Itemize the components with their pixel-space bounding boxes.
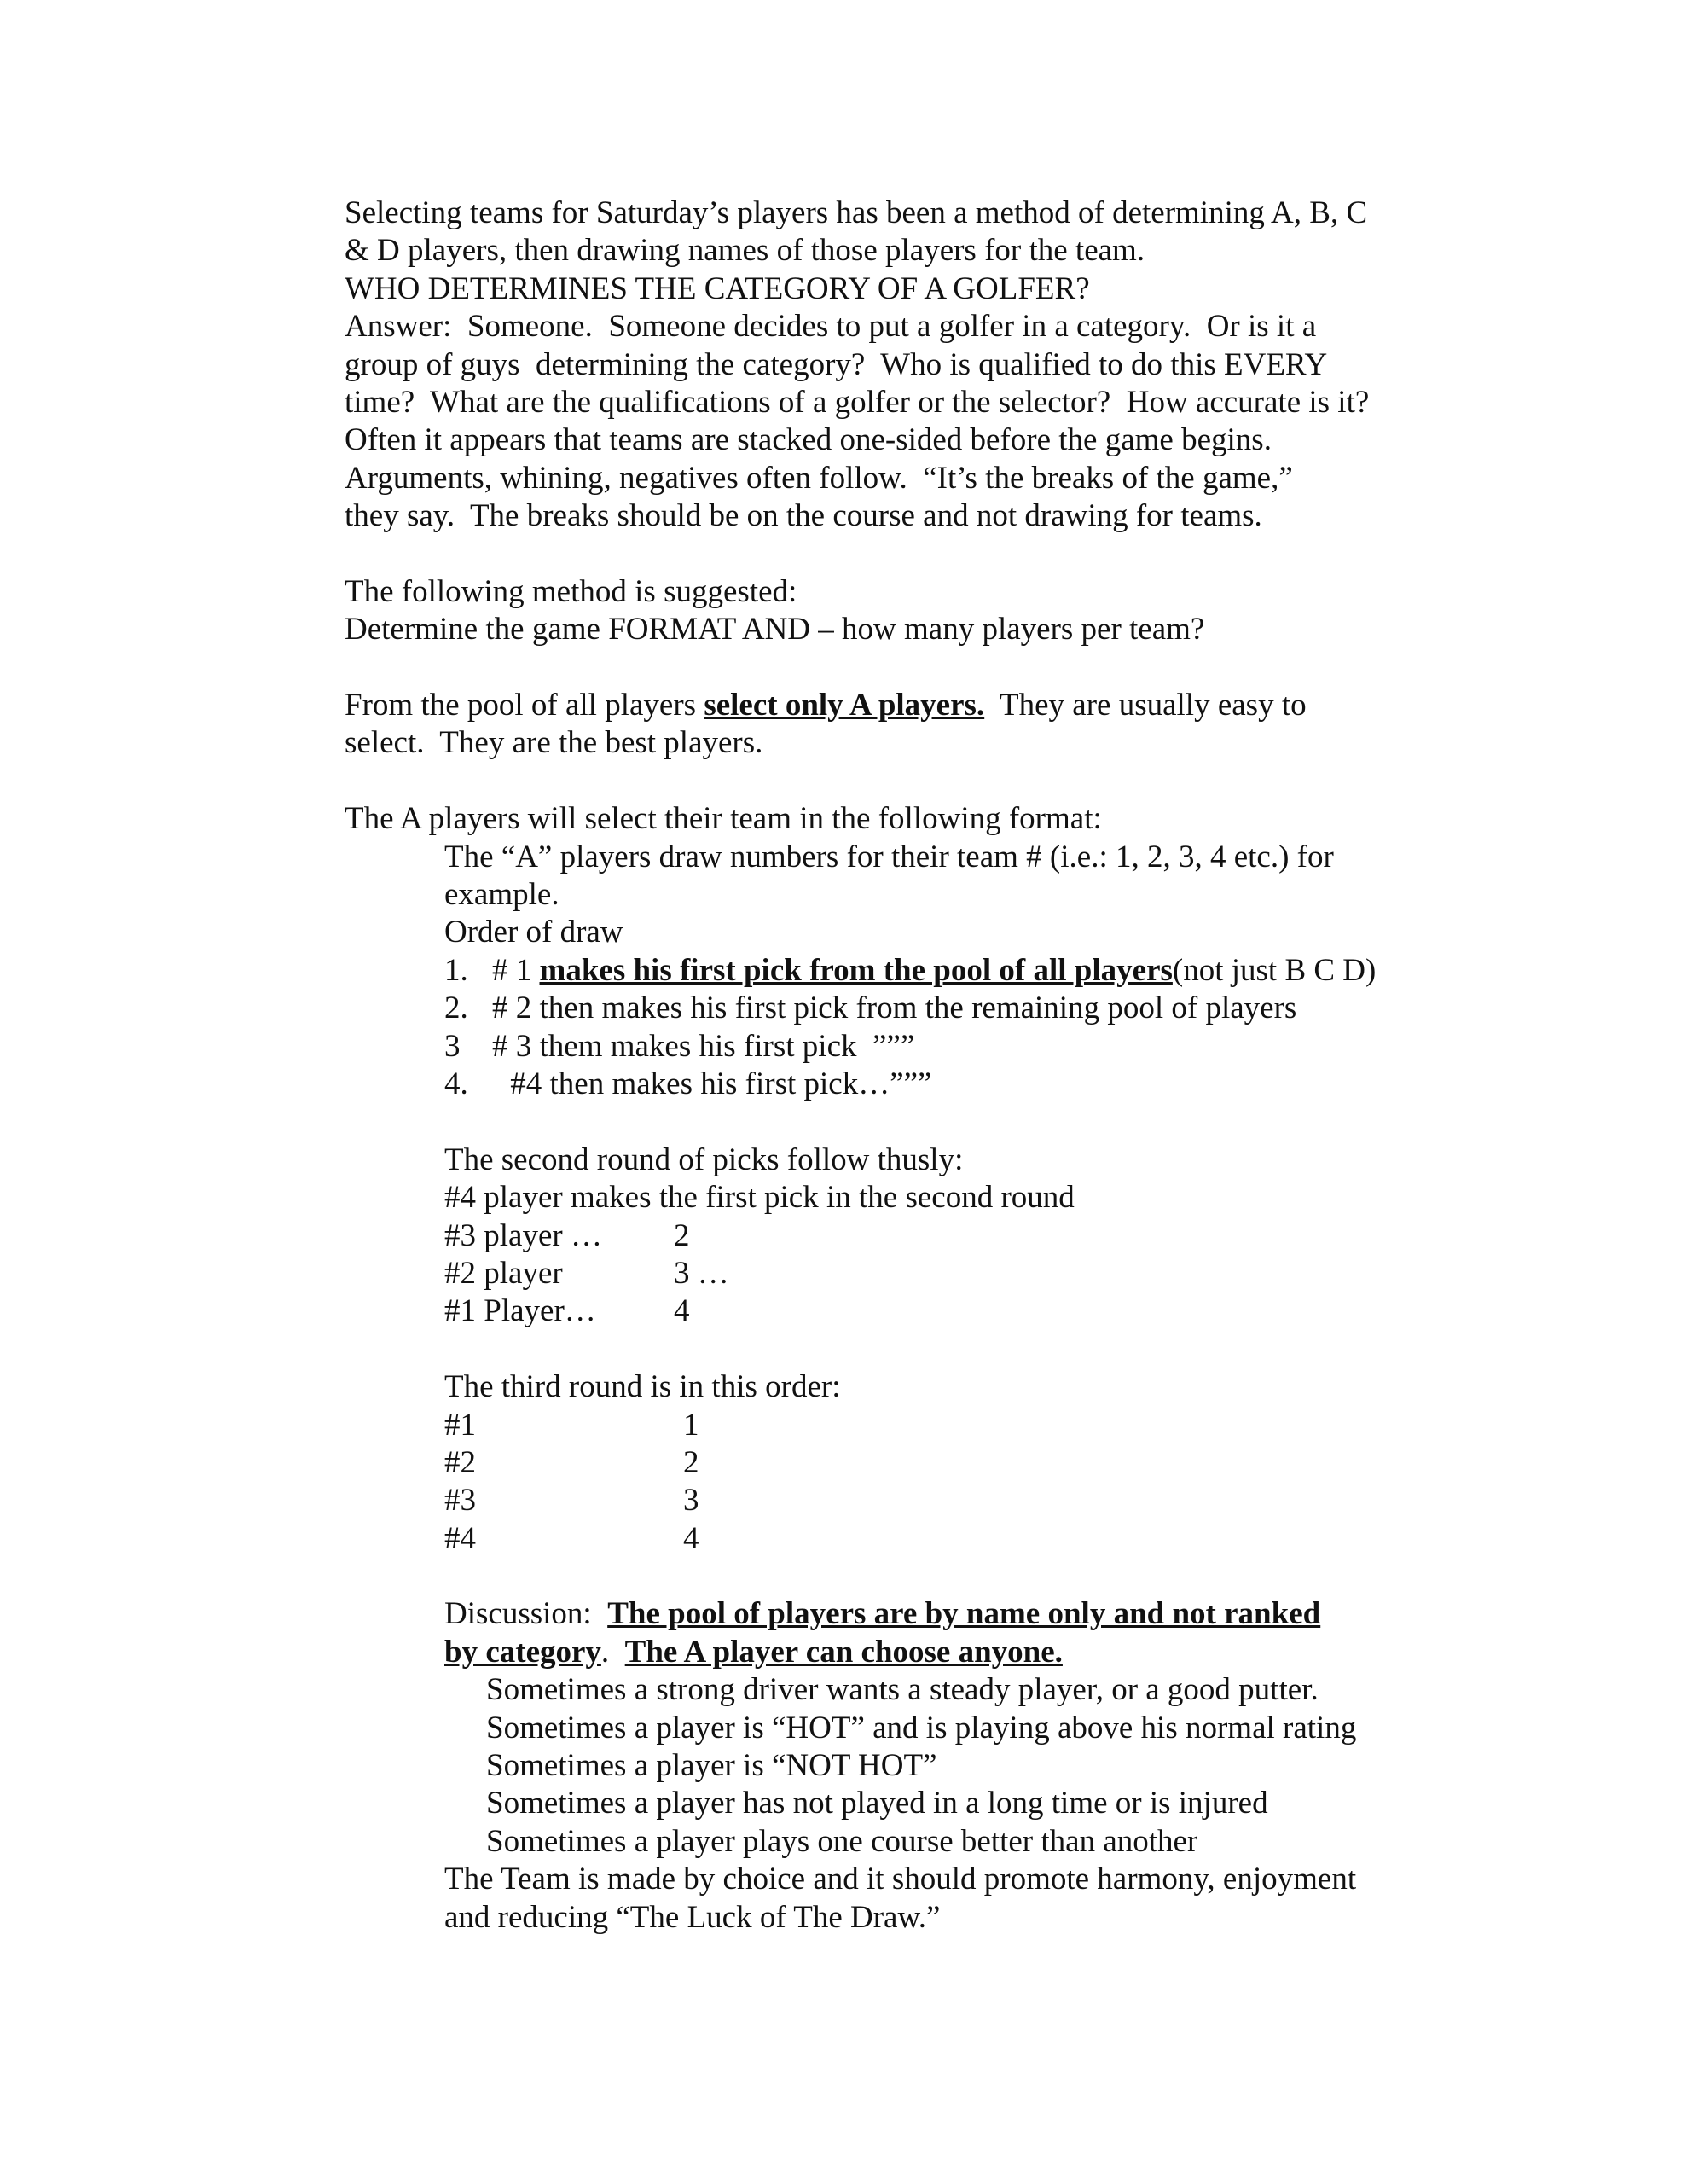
discussion-item: Sometimes a strong driver wants a steady player, or a good putter. <box>486 1672 1319 1708</box>
order-pick: 2 <box>674 1217 690 1253</box>
order-player: #2 <box>444 1444 476 1480</box>
closing-paragraph <box>345 1861 1453 1937</box>
text-line: Arguments, whining, negatives often follow. “It’s the breaks of the game,” <box>345 460 1293 496</box>
order-player: #3 player … <box>444 1217 602 1253</box>
spacer <box>345 763 1453 800</box>
list-text: # 2 then makes his first pick from the remaining pool of players <box>492 990 1297 1026</box>
order-pick: 3 … <box>674 1255 729 1291</box>
order-player: #1 <box>444 1407 476 1443</box>
order-player: #4 <box>444 1520 476 1556</box>
order-row <box>444 1444 1453 1482</box>
text-line: group of guys determining the category? Who is qualified to do this EVERY <box>345 346 1328 382</box>
order-row <box>444 1520 1453 1558</box>
list-text: # 3 them makes his first pick ””” <box>492 1028 915 1064</box>
order-label: Order of draw <box>444 915 623 950</box>
list-item <box>444 1028 1453 1066</box>
pool-emphasis: select only A players. <box>704 688 985 723</box>
order-row <box>444 1217 1453 1255</box>
list-item <box>444 1066 1453 1103</box>
order-row <box>444 1255 1453 1292</box>
list-text: # 1 <box>492 952 540 988</box>
text-line: The following method is suggested: <box>345 573 797 609</box>
discussion-emphasis: by category <box>444 1634 601 1670</box>
discussion-item: Sometimes a player is “NOT HOT” <box>486 1748 937 1784</box>
pool-prefix: From the pool of all players <box>345 688 704 723</box>
method-paragraph <box>345 573 1453 649</box>
text-line: Determine the game FORMAT AND – how many players per team? <box>345 612 1205 648</box>
spacer <box>444 1103 1453 1141</box>
text-line: select. They are the best players. <box>345 725 763 761</box>
order-player: #2 player <box>444 1255 563 1291</box>
discussion-sep: . <box>600 1634 625 1670</box>
list-number: 4. <box>444 1066 468 1101</box>
list-number: 1. <box>444 952 468 988</box>
discussion-item: Sometimes a player plays one course better than another <box>486 1823 1198 1859</box>
discussion-items <box>345 1671 1453 1861</box>
order-pick: 1 <box>683 1407 699 1443</box>
format-intro: The A players will select their team in the following format: <box>345 801 1102 837</box>
text-line: time? What are the qualifications of a golfer or the selector? How accurate is it? <box>345 384 1370 420</box>
discussion-line <box>444 1634 1453 1671</box>
text-line: #4 player makes the first pick in the second round <box>444 1180 1075 1216</box>
intro-paragraph <box>345 195 1453 536</box>
text-line: Often it appears that teams are stacked one-sided before the game begins. <box>345 422 1272 458</box>
text-line: & D players, then drawing names of those players for the team. <box>345 233 1145 269</box>
order-pick: 2 <box>683 1444 699 1480</box>
list-number: 3 <box>444 1028 461 1064</box>
spacer <box>345 649 1453 687</box>
order-player: #3 <box>444 1483 476 1519</box>
text-line: they say. The breaks should be on the course and not drawing for teams. <box>345 498 1262 534</box>
list-emphasis: makes his first pick from the pool of all players <box>539 952 1173 988</box>
text-line: and reducing “The Luck of The Draw.” <box>444 1899 941 1935</box>
spacer <box>444 1558 1453 1595</box>
second-round-heading: The second round of picks follow thusly: <box>444 1141 964 1177</box>
discussion-item: Sometimes a player is “HOT” and is playing above his normal rating <box>486 1710 1357 1745</box>
list-number: 2. <box>444 990 468 1026</box>
spacer <box>345 536 1453 573</box>
text-line: WHO DETERMINES THE CATEGORY OF A GOLFER? <box>345 270 1090 306</box>
order-pick: 4 <box>683 1520 699 1556</box>
order-row <box>444 1482 1453 1519</box>
order-row <box>444 1292 1453 1330</box>
text-line: Answer: Someone. Someone decides to put a golfer in a category. Or is it a <box>345 309 1317 345</box>
pool-suffix: They are usually easy to <box>984 688 1307 723</box>
discussion-label: Discussion: <box>444 1596 608 1632</box>
text-line: example. <box>444 877 559 913</box>
document-page <box>345 195 1453 1937</box>
third-round-heading: The third round is in this order: <box>444 1369 841 1405</box>
order-row <box>444 1407 1453 1444</box>
draw-section <box>345 839 1453 1672</box>
spacer <box>444 1331 1453 1368</box>
discussion-line <box>444 1595 1453 1633</box>
list-item <box>444 990 1453 1027</box>
order-player: #1 Player… <box>444 1293 596 1329</box>
text-line: Selecting teams for Saturday’s players has been a method of determining A, B, C <box>345 195 1368 230</box>
pool-paragraph <box>345 687 1453 763</box>
discussion-emphasis: The pool of players are by name only and not ranked <box>607 1596 1321 1632</box>
text-line <box>345 687 1453 724</box>
text-line: The Team is made by choice and it should promote harmony, enjoyment <box>444 1862 1357 1897</box>
text-line: The “A” players draw numbers for their team # (i.e.: 1, 2, 3, 4 etc.) for <box>444 839 1334 874</box>
discussion-item: Sometimes a player has not played in a long time or is injured <box>486 1786 1268 1821</box>
list-text: #4 then makes his first pick…””” <box>502 1066 932 1101</box>
discussion-emphasis: The A player can choose anyone. <box>624 1634 1063 1670</box>
order-pick: 3 <box>683 1483 699 1519</box>
order-pick: 4 <box>674 1293 690 1329</box>
list-text: (not just B C D) <box>1172 952 1377 988</box>
list-item <box>444 952 1453 990</box>
